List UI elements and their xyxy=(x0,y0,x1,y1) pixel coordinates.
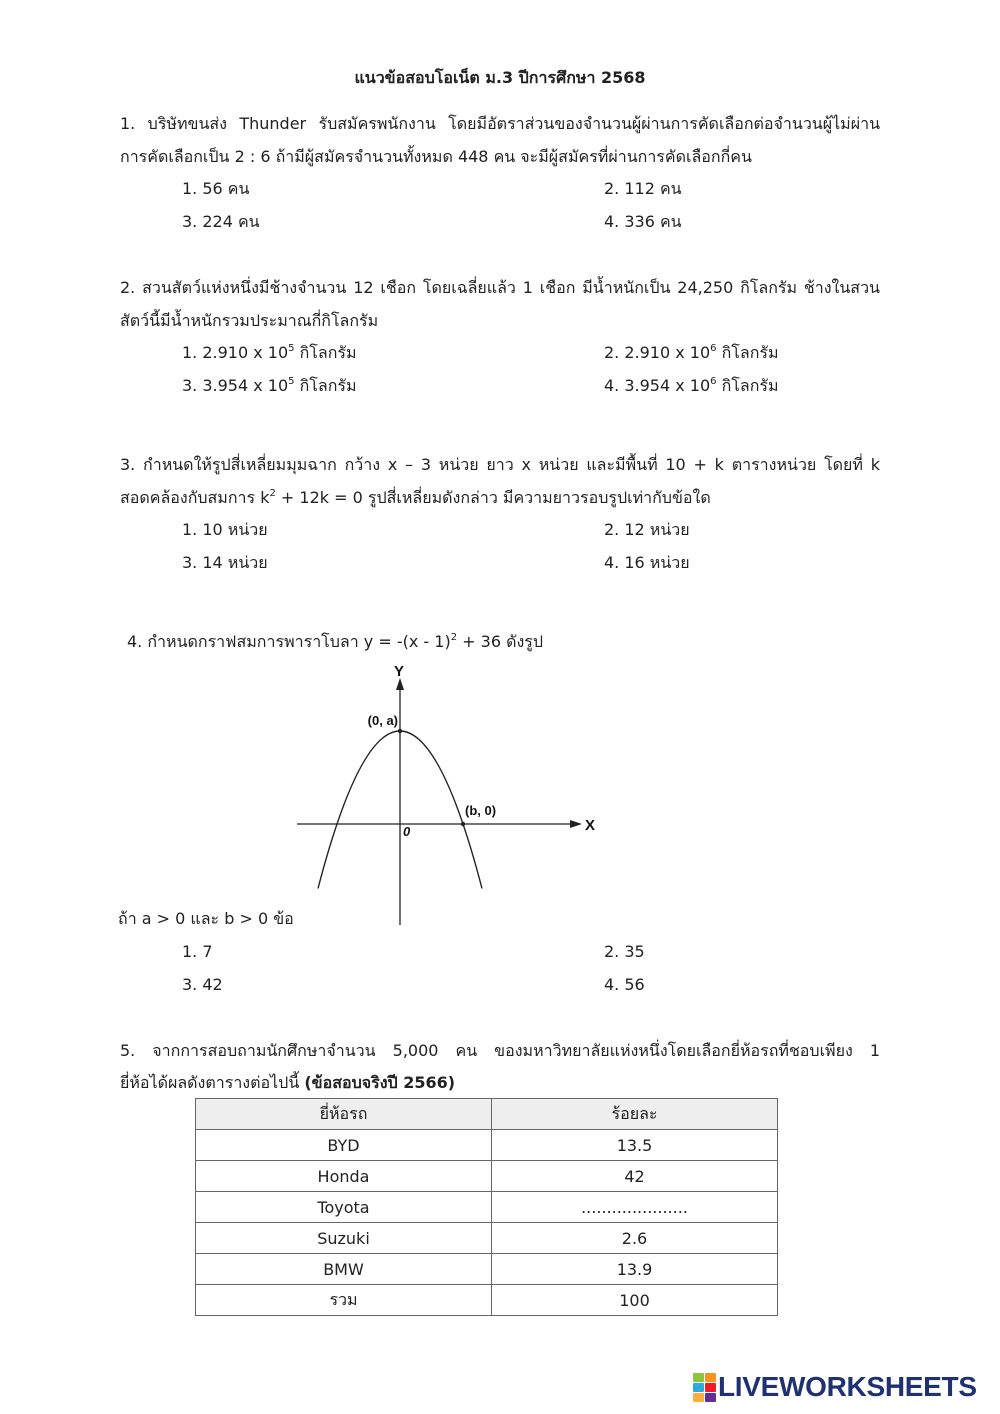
q2-option-2-exponent: 6 xyxy=(710,343,717,354)
table-header-row xyxy=(196,1099,778,1130)
q4-stem xyxy=(127,625,827,658)
logo-text: LIVEWORKSHEETS xyxy=(718,1371,977,1402)
q2-option-3-exponent: 5 xyxy=(288,376,295,387)
table-row xyxy=(196,1254,778,1285)
q3-text-line-1: 3. กำหนดให้รูปสี่เหลี่ยมมุมฉาก กว้าง x – 3 หน่วย ยาว x หน่วย และมีพื้นที่ 10 + k ตารางหน่วย โดยที่ k xyxy=(120,455,880,474)
table-row xyxy=(196,1161,778,1192)
q3-text-line-2 xyxy=(120,481,880,514)
q2-option-4-base: 4. 3.954 x 10 xyxy=(604,376,711,395)
x-axis-arrow xyxy=(570,820,582,828)
page-title: แนวข้อสอบโอเน็ต ม.3 ปีการศึกษา 2568 xyxy=(354,68,646,87)
car-brand-table xyxy=(195,1098,778,1316)
q2-option-4-unit: กิโลกรัม xyxy=(716,376,779,395)
table-cell-brand: Toyota xyxy=(196,1192,492,1223)
table-cell-percent: 2.6 xyxy=(492,1223,778,1254)
q2-option-1-exponent: 5 xyxy=(288,343,295,354)
q2-text-line-1: 2. สวนสัตว์แห่งหนึ่งมีช้างจำนวน 12 เชือก โดยเฉลี่ยแล้ว 1 เชือก มีน้ำหนักเป็น 24,250 กิโลกรัม ช้างในสวน xyxy=(120,278,880,297)
q2-option-1-base: 1. 2.910 x 10 xyxy=(182,343,289,362)
table-header-percent: ร้อยละ xyxy=(492,1099,778,1130)
q2-option-3 xyxy=(182,369,357,402)
table-row xyxy=(196,1223,778,1254)
q2-option-1-unit: กิโลกรัม xyxy=(294,343,357,362)
table-cell-brand: รวม xyxy=(196,1285,492,1316)
logo-icon xyxy=(693,1373,716,1402)
table-row xyxy=(196,1192,778,1223)
q3-line-2-end: + 12k = 0 รูปสี่เหลี่ยมดังกล่าว มีความยาวรอบรูปเท่ากับข้อใด xyxy=(275,488,711,507)
vertex-point xyxy=(398,729,402,733)
x-axis-label: X xyxy=(585,817,596,834)
q3-option-3: 3. 14 หน่วย xyxy=(182,553,268,572)
table-cell-brand: Suzuki xyxy=(196,1223,492,1254)
q5-text-line-1: 5. จากการสอบถามนักศึกษาจำนวน 5,000 คน ของมหาวิทยาลัยแห่งหนึ่งโดยเลือกยี่ห้อรถที่ชอบเพียง 1 xyxy=(120,1041,880,1060)
q3-option-1: 1. 10 หน่วย xyxy=(182,520,268,539)
q4-condition: ถ้า a > 0 และ b > 0 ข้อ xyxy=(118,909,294,928)
q3-exponent: 2 xyxy=(269,488,276,499)
table-cell-percent: ..................... xyxy=(492,1192,778,1223)
q2-text-line-2: สัตว์นี้มีน้ำหนักรวมประมาณกี่กิโลกรัม xyxy=(120,311,379,330)
q2-option-1 xyxy=(182,336,357,369)
q4-option-3: 3. 42 xyxy=(182,975,223,994)
q2-option-4-exponent: 6 xyxy=(710,376,717,387)
q1-text-line-1: 1. บริษัทขนส่ง Thunder รับสมัครพนักงาน โดยมีอัตราส่วนของจำนวนผู้ผ่านการคัดเลือกต่อจำนวนผู้ไม่ผ่าน xyxy=(120,114,880,133)
q5-line-2-text: ยี่ห้อได้ผลดังตารางต่อไปนี้ xyxy=(120,1073,305,1092)
q5-source-note: (ข้อสอบจริงปี 2566) xyxy=(304,1073,456,1092)
q4-option-1: 1. 7 xyxy=(182,942,213,961)
q4-option-2: 2. 35 xyxy=(604,942,645,961)
q3-line-2-start: สอดคล้องกับสมการ k xyxy=(120,488,270,507)
q3-option-4: 4. 16 หน่วย xyxy=(604,553,690,572)
table-cell-percent: 13.9 xyxy=(492,1254,778,1285)
q3-option-2: 2. 12 หน่วย xyxy=(604,520,690,539)
parabola-graph-svg xyxy=(297,662,597,927)
root-point xyxy=(461,822,465,826)
q2-option-2-base: 2. 2.910 x 10 xyxy=(604,343,711,362)
vertex-label: (0, a) xyxy=(367,713,398,728)
q2-option-2-unit: กิโลกรัม xyxy=(716,343,779,362)
q4-stem-start: 4. กำหนดกราฟสมการพาราโบลา y = -(x - 1) xyxy=(127,632,451,651)
origin-label: 0 xyxy=(403,824,411,839)
liveworksheets-logo xyxy=(693,1370,977,1404)
q1-text-line-2: การคัดเลือกเป็น 2 : 6 ถ้ามีผู้สมัครจำนวนทั้งหมด 448 คน จะมีผู้สมัครที่ผ่านการคัดเลือกกี่คน xyxy=(120,147,752,166)
q1-option-4: 4. 336 คน xyxy=(604,212,682,231)
q2-option-2 xyxy=(604,336,779,369)
q4-option-4: 4. 56 xyxy=(604,975,645,994)
table-header-brand: ยี่ห้อรถ xyxy=(196,1099,492,1130)
q1-option-2: 2. 112 คน xyxy=(604,179,682,198)
q1-option-1: 1. 56 คน xyxy=(182,179,250,198)
table-row xyxy=(196,1130,778,1161)
q1-option-3: 3. 224 คน xyxy=(182,212,260,231)
table-cell-brand: BYD xyxy=(196,1130,492,1161)
q5-text-line-2 xyxy=(120,1066,880,1099)
q2-option-3-base: 3. 3.954 x 10 xyxy=(182,376,289,395)
table-cell-percent: 100 xyxy=(492,1285,778,1316)
table-cell-percent: 42 xyxy=(492,1161,778,1192)
table-cell-percent: 13.5 xyxy=(492,1130,778,1161)
q2-option-3-unit: กิโลกรัม xyxy=(294,376,357,395)
table-cell-brand: Honda xyxy=(196,1161,492,1192)
table-row-total xyxy=(196,1285,778,1316)
root-label: (b, 0) xyxy=(465,803,497,818)
q4-stem-end: + 36 ดังรูป xyxy=(457,632,544,651)
q4-stem-exponent: 2 xyxy=(450,632,458,643)
table-cell-brand: BMW xyxy=(196,1254,492,1285)
q2-option-4 xyxy=(604,369,779,402)
parabola-graph xyxy=(297,662,597,927)
y-axis-label: Y xyxy=(394,663,405,680)
